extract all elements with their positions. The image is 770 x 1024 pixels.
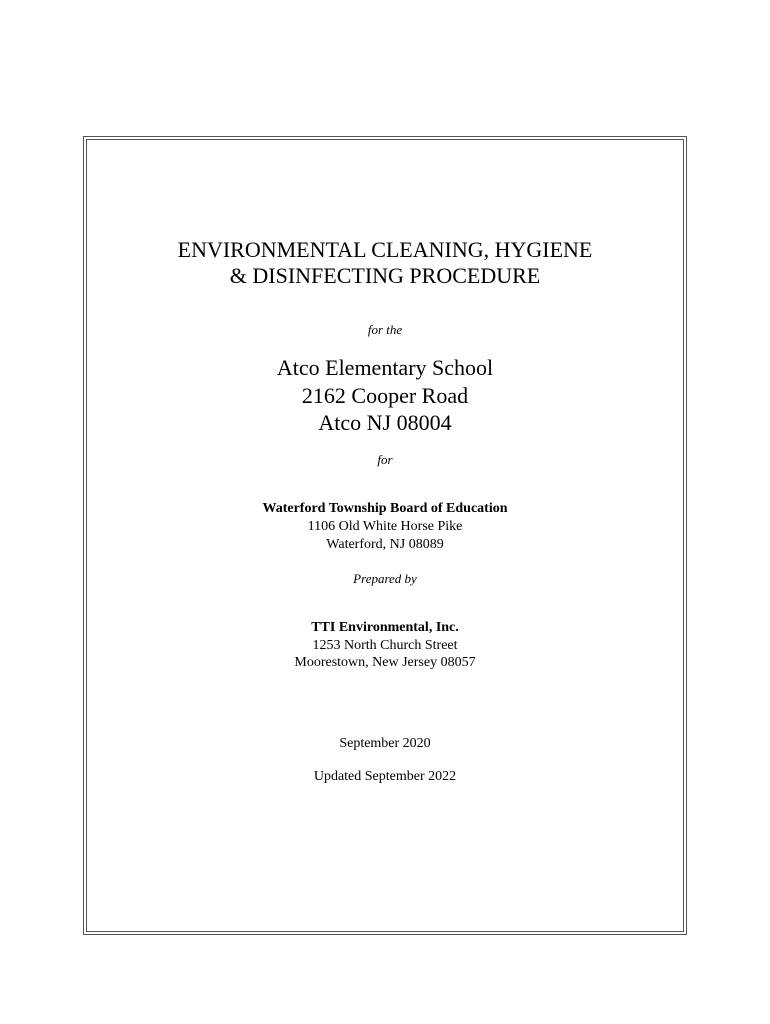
preparer-street: 1253 North Church Street	[312, 638, 458, 653]
prepared-by-label: Prepared by	[353, 571, 417, 586]
document-title-line-1: ENVIRONMENTAL CLEANING, HYGIENE	[177, 237, 593, 262]
updated-date: Updated September 2022	[313, 769, 457, 784]
for-label: for	[377, 452, 393, 467]
client-street: 1106 Old White Horse Pike	[307, 519, 463, 534]
school-name: Atco Elementary School	[276, 355, 494, 380]
document-title-line-2: & DISINFECTING PROCEDURE	[229, 263, 541, 288]
for-the-label: for the	[367, 322, 403, 337]
preparer-name: TTI Environmental, Inc.	[311, 620, 459, 635]
client-name: Waterford Township Board of Education	[262, 501, 508, 516]
preparer-city: Moorestown, New Jersey 08057	[294, 655, 476, 670]
issue-date: September 2020	[339, 736, 431, 751]
client-city: Waterford, NJ 08089	[326, 537, 444, 552]
school-street: 2162 Cooper Road	[301, 383, 469, 408]
school-city: Atco NJ 08004	[318, 410, 452, 435]
